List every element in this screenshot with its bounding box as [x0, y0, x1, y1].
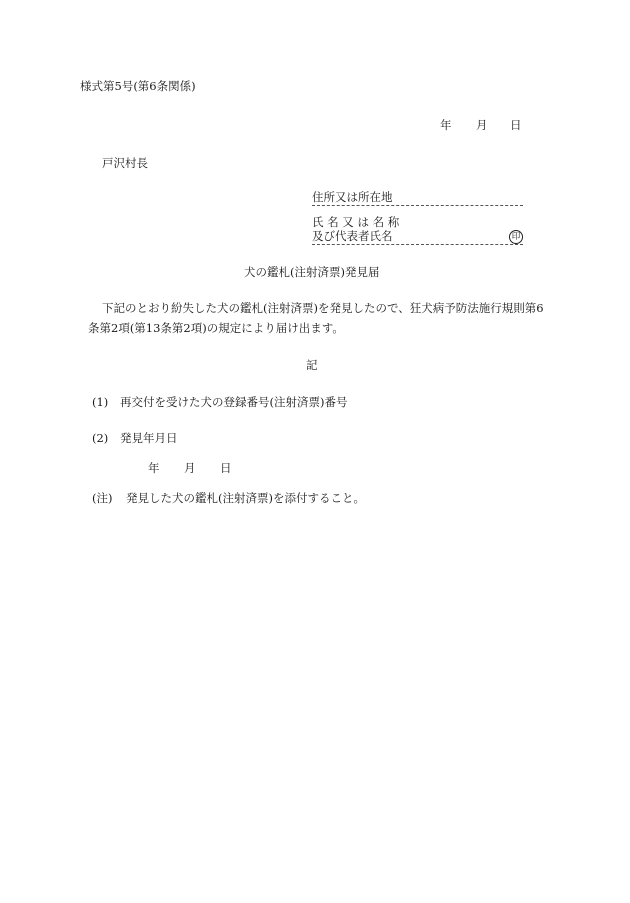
date-month: 月 [476, 118, 488, 132]
document-title: 犬の鑑札(注射済票)発見届 [244, 265, 380, 279]
representative-label: 及び代表者氏名 [312, 229, 393, 243]
name-label: 氏 名 又 は 名 称 [312, 215, 400, 229]
ki-heading: 記 [306, 358, 318, 372]
note-label: (注) [92, 491, 113, 505]
note-text: 発見した犬の鑑札(注射済票)を添付すること。 [126, 491, 365, 505]
item-1-text: 再交付を受けた犬の登録番号(注射済票)番号 [120, 395, 348, 409]
date-day: 日 [510, 118, 522, 132]
found-year: 年 [148, 461, 160, 475]
body-line-2: 条第2項(第13条第2項)の規定により届け出ます。 [88, 321, 344, 335]
item-2-number: (2) [92, 431, 109, 445]
date-year: 年 [440, 118, 452, 132]
form-number: 様式第5号(第6条関係) [80, 79, 196, 93]
found-day: 日 [220, 461, 232, 475]
body-line-1: 下記のとおり紛失した犬の鑑札(注射済票)を発見したので、狂犬病予防法施行規則第6 [102, 301, 544, 315]
found-month: 月 [184, 461, 196, 475]
recipient: 戸沢村長 [102, 156, 148, 170]
item-1-number: (1) [92, 395, 109, 409]
item-2-text: 発見年月日 [120, 431, 178, 445]
seal-mark: 印 [509, 230, 523, 244]
name-line [312, 244, 523, 245]
address-label: 住所又は所在地 [312, 190, 393, 204]
address-line [312, 205, 523, 206]
